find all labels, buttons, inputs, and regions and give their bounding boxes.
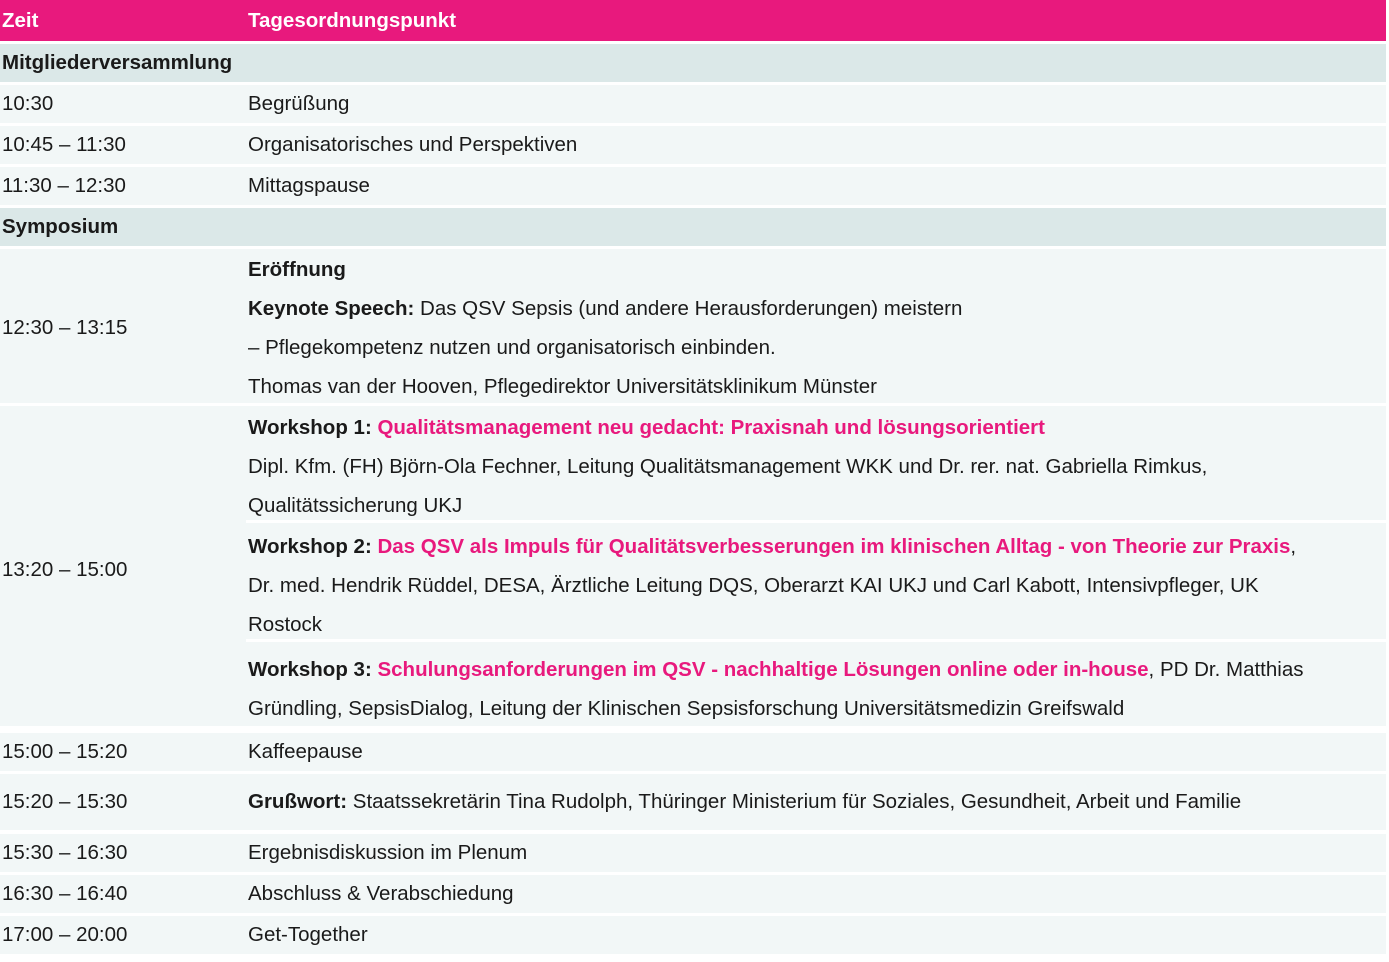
- row-topic: Mittagspause: [248, 174, 370, 197]
- keynote-label: Keynote Speech:: [248, 297, 415, 320]
- workshop-2-label: Workshop 2:: [248, 535, 378, 558]
- opening-title: Eröffnung: [248, 258, 346, 281]
- row-time: 17:00 – 20:00: [2, 923, 128, 946]
- workshop-1-label: Workshop 1:: [248, 416, 378, 439]
- table-row: [0, 167, 1386, 205]
- workshop-3-tail: , PD Dr. Matthias: [1148, 658, 1304, 681]
- row-topic: Kaffeepause: [248, 740, 363, 763]
- row-time: 15:20 – 15:30: [2, 790, 128, 813]
- workshop-1-speakers: Dipl. Kfm. (FH) Björn-Ola Fechner, Leitung Qualitätsmanagement WKK und Dr. rer. nat. Gabriella Rimkus,: [248, 455, 1208, 478]
- workshop-2-tail: ,: [1290, 535, 1297, 558]
- workshop-1-title: Qualitätsmanagement neu gedacht: Praxisnah und lösungsorientiert: [377, 416, 1045, 439]
- row-time: 10:45 – 11:30: [2, 133, 126, 156]
- workshop-2-speakers: Dr. med. Hendrik Rüddel, DESA, Ärztliche Leitung DQS, Oberarzt KAI UKJ und Carl Kabott, Intensivpfleger, UK: [248, 574, 1259, 597]
- table-row: [0, 916, 1386, 954]
- workshop-2-title: Das QSV als Impuls für Qualitätsverbesserungen im klinischen Alltag - von Theorie zur Praxis: [377, 535, 1291, 558]
- workshop-3-title-line: [248, 658, 1303, 682]
- workshop-1-title-line: [248, 416, 1045, 440]
- table-row: [0, 875, 1386, 913]
- keynote-text-continued: – Pflegekompetenz nutzen und organisatorisch einbinden.: [248, 336, 776, 359]
- table-row: [0, 774, 1386, 830]
- workshop-2-title-line: [248, 535, 1296, 559]
- row-topic: Organisatorisches und Perspektiven: [248, 133, 578, 156]
- row-time: 15:00 – 15:20: [2, 740, 128, 763]
- row-topic: Abschluss & Verabschiedung: [248, 882, 514, 905]
- keynote-line: [248, 297, 962, 321]
- workshop-3-speakers: Gründling, SepsisDialog, Leitung der Klinischen Sepsisforschung Universitätsmedizin Greifswald: [248, 697, 1125, 720]
- workshop-3-label: Workshop 3:: [248, 658, 378, 681]
- row-topic: Get-Together: [248, 923, 368, 946]
- table-header: [0, 0, 1386, 41]
- divider: [246, 520, 1386, 523]
- table-row: [0, 85, 1386, 123]
- row-time: 16:30 – 16:40: [2, 882, 128, 905]
- section-mitgliederversammlung: [0, 44, 1386, 82]
- section-symposium: [0, 208, 1386, 246]
- row-time: 10:30: [2, 92, 54, 115]
- row-time: 13:20 – 15:00: [2, 558, 128, 581]
- row-time: 12:30 – 13:15: [2, 316, 128, 339]
- table-row: [0, 834, 1386, 872]
- section-title: Mitgliederversammlung: [2, 51, 233, 74]
- workshop-1-speakers-continued: Qualitätssicherung UKJ: [248, 494, 463, 517]
- keynote-text: Das QSV Sepsis (und andere Herausforderungen) meistern: [414, 297, 963, 320]
- workshop-2-speakers-continued: Rostock: [248, 613, 323, 636]
- workshop-3-title: Schulungsanforderungen im QSV - nachhaltige Lösungen online oder in-house: [377, 658, 1149, 681]
- table-row: [0, 733, 1386, 771]
- section-title: Symposium: [2, 215, 119, 238]
- row-time: 11:30 – 12:30: [2, 174, 126, 197]
- greeting-text: Staatssekretärin Tina Rudolph, Thüringer Ministerium für Soziales, Gesundheit, Arbeit und Familie: [347, 790, 1242, 813]
- row-time: 15:30 – 16:30: [2, 841, 128, 864]
- row-topic: Begrüßung: [248, 92, 350, 115]
- greeting-line: [248, 790, 1241, 814]
- keynote-speaker: Thomas van der Hooven, Pflegedirektor Universitätsklinikum Münster: [248, 375, 877, 398]
- table-row: [0, 126, 1386, 164]
- opening-block: [0, 249, 1386, 403]
- header-topic: Tagesordnungspunkt: [248, 8, 457, 32]
- divider: [246, 639, 1386, 642]
- header-time: Zeit: [2, 8, 39, 32]
- row-topic: Ergebnisdiskussion im Plenum: [248, 841, 528, 864]
- greeting-label: Grußwort:: [248, 790, 348, 813]
